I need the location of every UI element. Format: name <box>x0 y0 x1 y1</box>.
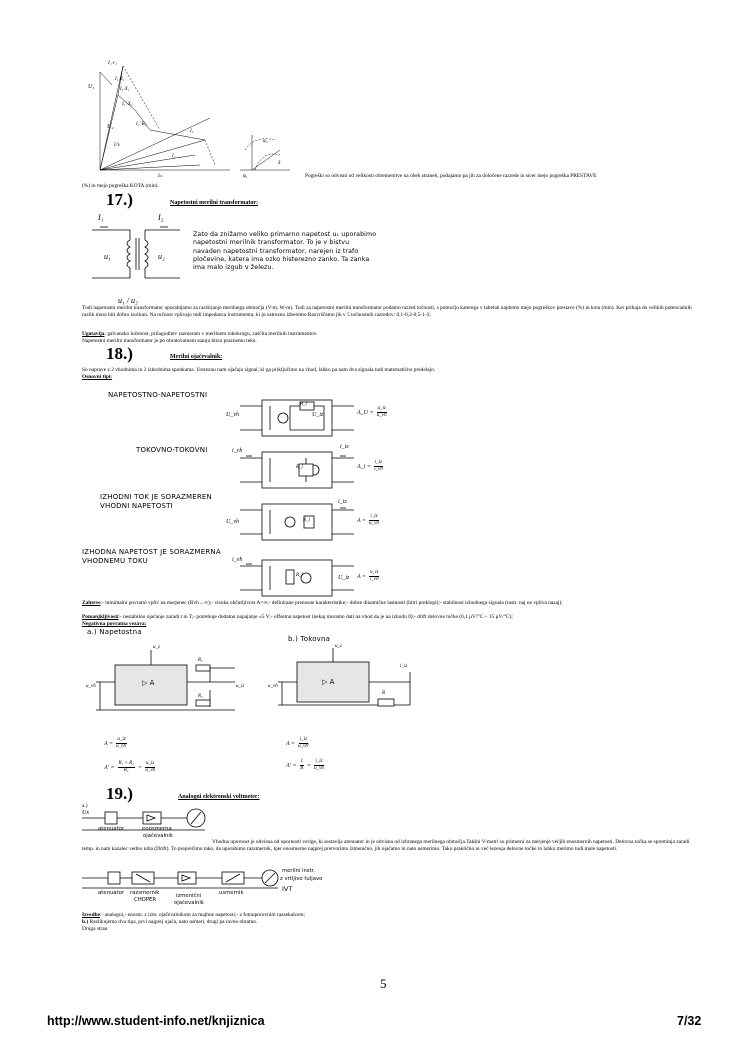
type-4-in: i_vh <box>232 557 243 563</box>
chain2-choper: CHOPER <box>134 897 157 903</box>
fb-b-iiz: i_iz <box>400 664 408 669</box>
top-left-note: (%) in mejo pogreška KOTA (min). <box>82 183 159 189</box>
section-17-note: Napetostni merilni transformator je po obratovalnem stanju blizu praznemu teku. <box>82 338 257 344</box>
formula-lhs: A' = <box>104 764 115 771</box>
type-1-title: NAPETOSTNO-NAPETOSTNI <box>108 391 208 399</box>
formula-den: i_vh <box>374 467 383 472</box>
vector-label: U₁ <box>88 84 95 90</box>
deficiencies-label: Pomanjkljivosti <box>82 614 119 620</box>
transformer-label-i2: I₂ <box>158 213 164 222</box>
formula-num: i_iz <box>374 460 383 465</box>
druga-stran: Druga stran <box>82 926 108 932</box>
section-17-number: 17.) <box>106 190 133 209</box>
b-line <box>82 919 694 926</box>
type-1-r: R_i <box>300 402 307 407</box>
transformer-label-u1: u₁ <box>104 252 111 261</box>
chain2-ivt: IVT <box>282 885 293 893</box>
requirements-label: Zahteve <box>82 600 101 606</box>
formula-lhs: A' = <box>286 762 297 769</box>
formula-den: R₁ <box>123 768 129 773</box>
formula-den: R <box>300 766 304 771</box>
fb-a-r1: R₁ <box>198 694 203 699</box>
transformer-label-i1: I₁ <box>98 213 104 222</box>
feedback-label: Negativna povratna vezava: <box>82 621 147 627</box>
type-2-r: R_i <box>296 465 303 470</box>
requirements-text: :- minimalni povratni vpliv na merjenec (Rvh→∞);- visoka občutljivost A=∞;- definirane prenosne karakteristike;- dobre dinamične lastnosti (hitri preklopi);- stabilnost izhodnega signala (instr. naj ne vpliva nazaj); <box>100 600 563 606</box>
b-line-text: Razlikujemo dva tipa, prvi najprej ojača, nato usmeri, drugi pa ravno obratno. <box>88 919 258 925</box>
chain1-ojacevalnik: ojačevalnik <box>143 833 173 839</box>
formula-den: u_vh <box>314 766 324 771</box>
transformer-ratio: u₁ / u₂ <box>118 296 138 305</box>
chain2-izmenicni: izmenični <box>176 893 202 899</box>
b-line-label: b.) <box>82 919 89 925</box>
formula-lhs: A = <box>357 573 367 580</box>
formula-lhs: A = <box>104 740 114 747</box>
vector-label: I₁ <box>190 129 194 134</box>
izvedbe <box>82 912 694 919</box>
vector-label: Iₘ <box>158 174 163 179</box>
type-2-title: TOKOVNO-TOKOVNI <box>136 446 208 454</box>
formula-lhs: A = <box>357 517 367 524</box>
vector-label: I₁·R₁ <box>115 77 125 82</box>
section-18-intro: So naprave z 2 vhodnima in 2 izhodnima sponkama. Ustrezno nam ojačajo signal, ki ga priključimo na vhod, lahko pa nam dva signala tudi matematično predelajo. <box>82 367 436 373</box>
section-17-title: Napetostni merilni transformator: <box>170 200 258 206</box>
type-3-out: i_iz <box>338 499 347 505</box>
fb-a-uiz: u_iz <box>236 684 245 689</box>
chain1-atenuator: atenuator <box>98 826 125 832</box>
type-2-in: i_vh <box>232 448 243 454</box>
izvedbe-label: Izvedbe <box>82 912 100 918</box>
chain2-merilni: merilni instr. <box>282 868 316 874</box>
formula-den: u_vh' <box>298 744 309 749</box>
type-4-title: IZHODNA NAPETOST JE SORAZMERNA VHODNEMU TOKU <box>82 548 221 565</box>
section-17-paragraph: Tudi napetostni merilni transformator uporabljamo za razširjanje merilnega območja (V-m, W-m). Tudi za napetostni merilni transformator podamo razred točnosti, s pomočjo katerega v tabelah najdemo mejo pogreškov prestave (%) in kota (min). Ker prihaja do velikih potencialnih razlik mora biti dobro izoliran. Na točnost vplivajo tudi impedanca instrumenta, ki jo ustrezno izberemo Razvrščamo jih v 5 točnostnih razredov: 0,1-0,2-0,5-1-3; <box>82 305 692 318</box>
formula-mid: = <box>137 764 143 771</box>
purpose-text: : galvansko ločenost, prilagoditev razmeram v merilnem tokokrogu, zaščita merilnih instrumentov. <box>104 331 318 337</box>
chain1-enosmerna: enosmerna <box>142 826 172 832</box>
section-18-number: 18.) <box>106 344 133 363</box>
vector-label: φ₁ <box>243 174 248 179</box>
vector-label: U₂ <box>107 124 114 130</box>
vector-label: I₁·r₁ <box>108 60 118 66</box>
formula-num: 1 <box>300 759 303 764</box>
page-number: 5 <box>380 976 387 991</box>
formula-num: u_iz <box>117 737 126 742</box>
section-19-description: Vhodna upornost je odvisna od upornosti verige, ki sestavlja atenuator in je odvisna od izbranega merilnega območja.Takšni V-metri so primerni za merjenje večjih enosmernih napetosti. Delovna točka se spreminja zaradi temp. in nam kazalec vedno niha (Drift). To preprečimo tako, da uporabimo razsmernik, kjer enosmerne najprej pretvorimo izmenično, jih ojačamo in nato usmerimo. Tako praktično ni več lezenja delovne točke in lahko merimo tudi male napetosti. <box>82 839 690 852</box>
purpose-label: Ugotavlja <box>82 331 105 337</box>
formula-lhs: A = <box>286 740 296 747</box>
formula-mid: = <box>307 762 312 769</box>
chain2-atenuator: atenuator <box>98 890 125 896</box>
vector-label: φ₂ <box>263 139 268 144</box>
deficiencies-text: :- nestabilno ojačanje zaradi t in T;- potrebuje dodatno napajanje ±5 V;- offsetna napetost (nekaj moramo dati na vhod da je na izhodu 0);- drift delovne točke (0,1 μV/°C ÷ 15 μV/°C); <box>118 614 513 620</box>
type-3-r: R_i <box>303 518 310 523</box>
type-3-in: U_vh <box>226 519 239 525</box>
vector-label: I₂ <box>172 154 176 159</box>
izvedbe-text: :- analogni,- enosm. z izm. ojačevalnikom za majhne napetosti;- z fotouporovnim razsekalcem; <box>99 912 306 918</box>
formula-num: R₁ + R₂ <box>118 761 134 766</box>
fb-b-uz: u_z <box>335 644 342 649</box>
formula-num: i_iz <box>370 514 378 519</box>
feedback-a-label: a.) Napetostna <box>87 628 142 636</box>
transformer-label-u2: u₂ <box>158 252 165 261</box>
formula-den: u_vh <box>145 768 156 773</box>
formula-num: u_iz <box>377 406 386 411</box>
type-2-out: i_iz <box>340 444 349 450</box>
top-right-note: Pogreški so odvisni od velikosti obremenitve na obeh straneh, podajamo pa jih za določene razrede in sicer mejo pogreška PRESTAVE <box>305 173 597 179</box>
formula-lhs: A_U = <box>357 409 374 416</box>
fb-a-uz: u_z <box>153 645 160 650</box>
chain2-ojacevalnik: ojačevalnik <box>174 900 204 906</box>
formula-num: u_iz <box>370 570 379 575</box>
section-19-title: Analogni elektronski voltmeter: <box>178 794 260 800</box>
formula-num: u_iz <box>146 761 155 766</box>
amp-a-label: ▷ A <box>142 679 155 687</box>
section-17-handwritten-note: Zato da znižamo veliko primarno napetost u₁ uporabimo napetostni merilnik transformator. To je v bistvu navaden napetostni transformator, narejen iz trafo pločevine, katera ima ozko histerezno zanko. Ta zanka ima malo izgub v železu. <box>193 231 377 272</box>
vector-label: Uᴜ <box>114 143 121 148</box>
chain2-tuljava: z vrtljivo tuljavo <box>280 876 323 882</box>
formula-den: u_vh' <box>116 744 127 749</box>
feedback-b-label: b.) Tokovna <box>288 635 331 643</box>
section-18-title: Merilni ojačevalnik: <box>170 354 223 360</box>
formula-num: i_iz <box>315 759 323 764</box>
footer-url[interactable]: http://www.student-info.net/knjiznica <box>47 1014 265 1028</box>
vector-label: I₁·X₁ <box>120 87 130 92</box>
type-1-out: U_iz <box>312 412 324 418</box>
formula-lhs: A_i = <box>357 463 371 470</box>
type-4-out: U_iz <box>338 575 350 581</box>
section-19-ux: Ux <box>82 810 89 816</box>
fb-b-r: R <box>382 691 386 696</box>
type-4-r: R_i <box>296 573 303 578</box>
type-3-title: IZHODNI TOK JE SORAZMEREN VHODNI NAPETOSTI <box>100 493 212 510</box>
section-19-a-label: a.) <box>82 803 88 809</box>
vector-label: I₂'·X₂ <box>122 102 133 107</box>
fb-b-uvh: u_vh <box>268 684 278 689</box>
type-1-in: U_vh <box>226 412 239 418</box>
chain2-razsmernik: razsmernik <box>130 890 160 896</box>
amp-b-label: ▷ A <box>322 678 335 686</box>
fb-a-uvh: u_vh <box>86 684 96 689</box>
formula-den: i_vh <box>369 577 379 582</box>
formula-den: u_vh <box>376 413 387 418</box>
vector-label: δ <box>278 161 281 166</box>
footer-page-count: 7/32 <box>677 1014 702 1028</box>
fb-a-r2: R₂ <box>198 658 203 663</box>
chain2-usmernik: usmernik <box>219 890 244 896</box>
section-19-number: 19.) <box>106 784 133 803</box>
basic-types-label: Osnovni tipi: <box>82 374 113 380</box>
formula-den: u_vh <box>369 521 379 526</box>
formula-num: i_iz <box>299 737 308 742</box>
vector-label: I₂'·R₂ <box>136 122 147 127</box>
